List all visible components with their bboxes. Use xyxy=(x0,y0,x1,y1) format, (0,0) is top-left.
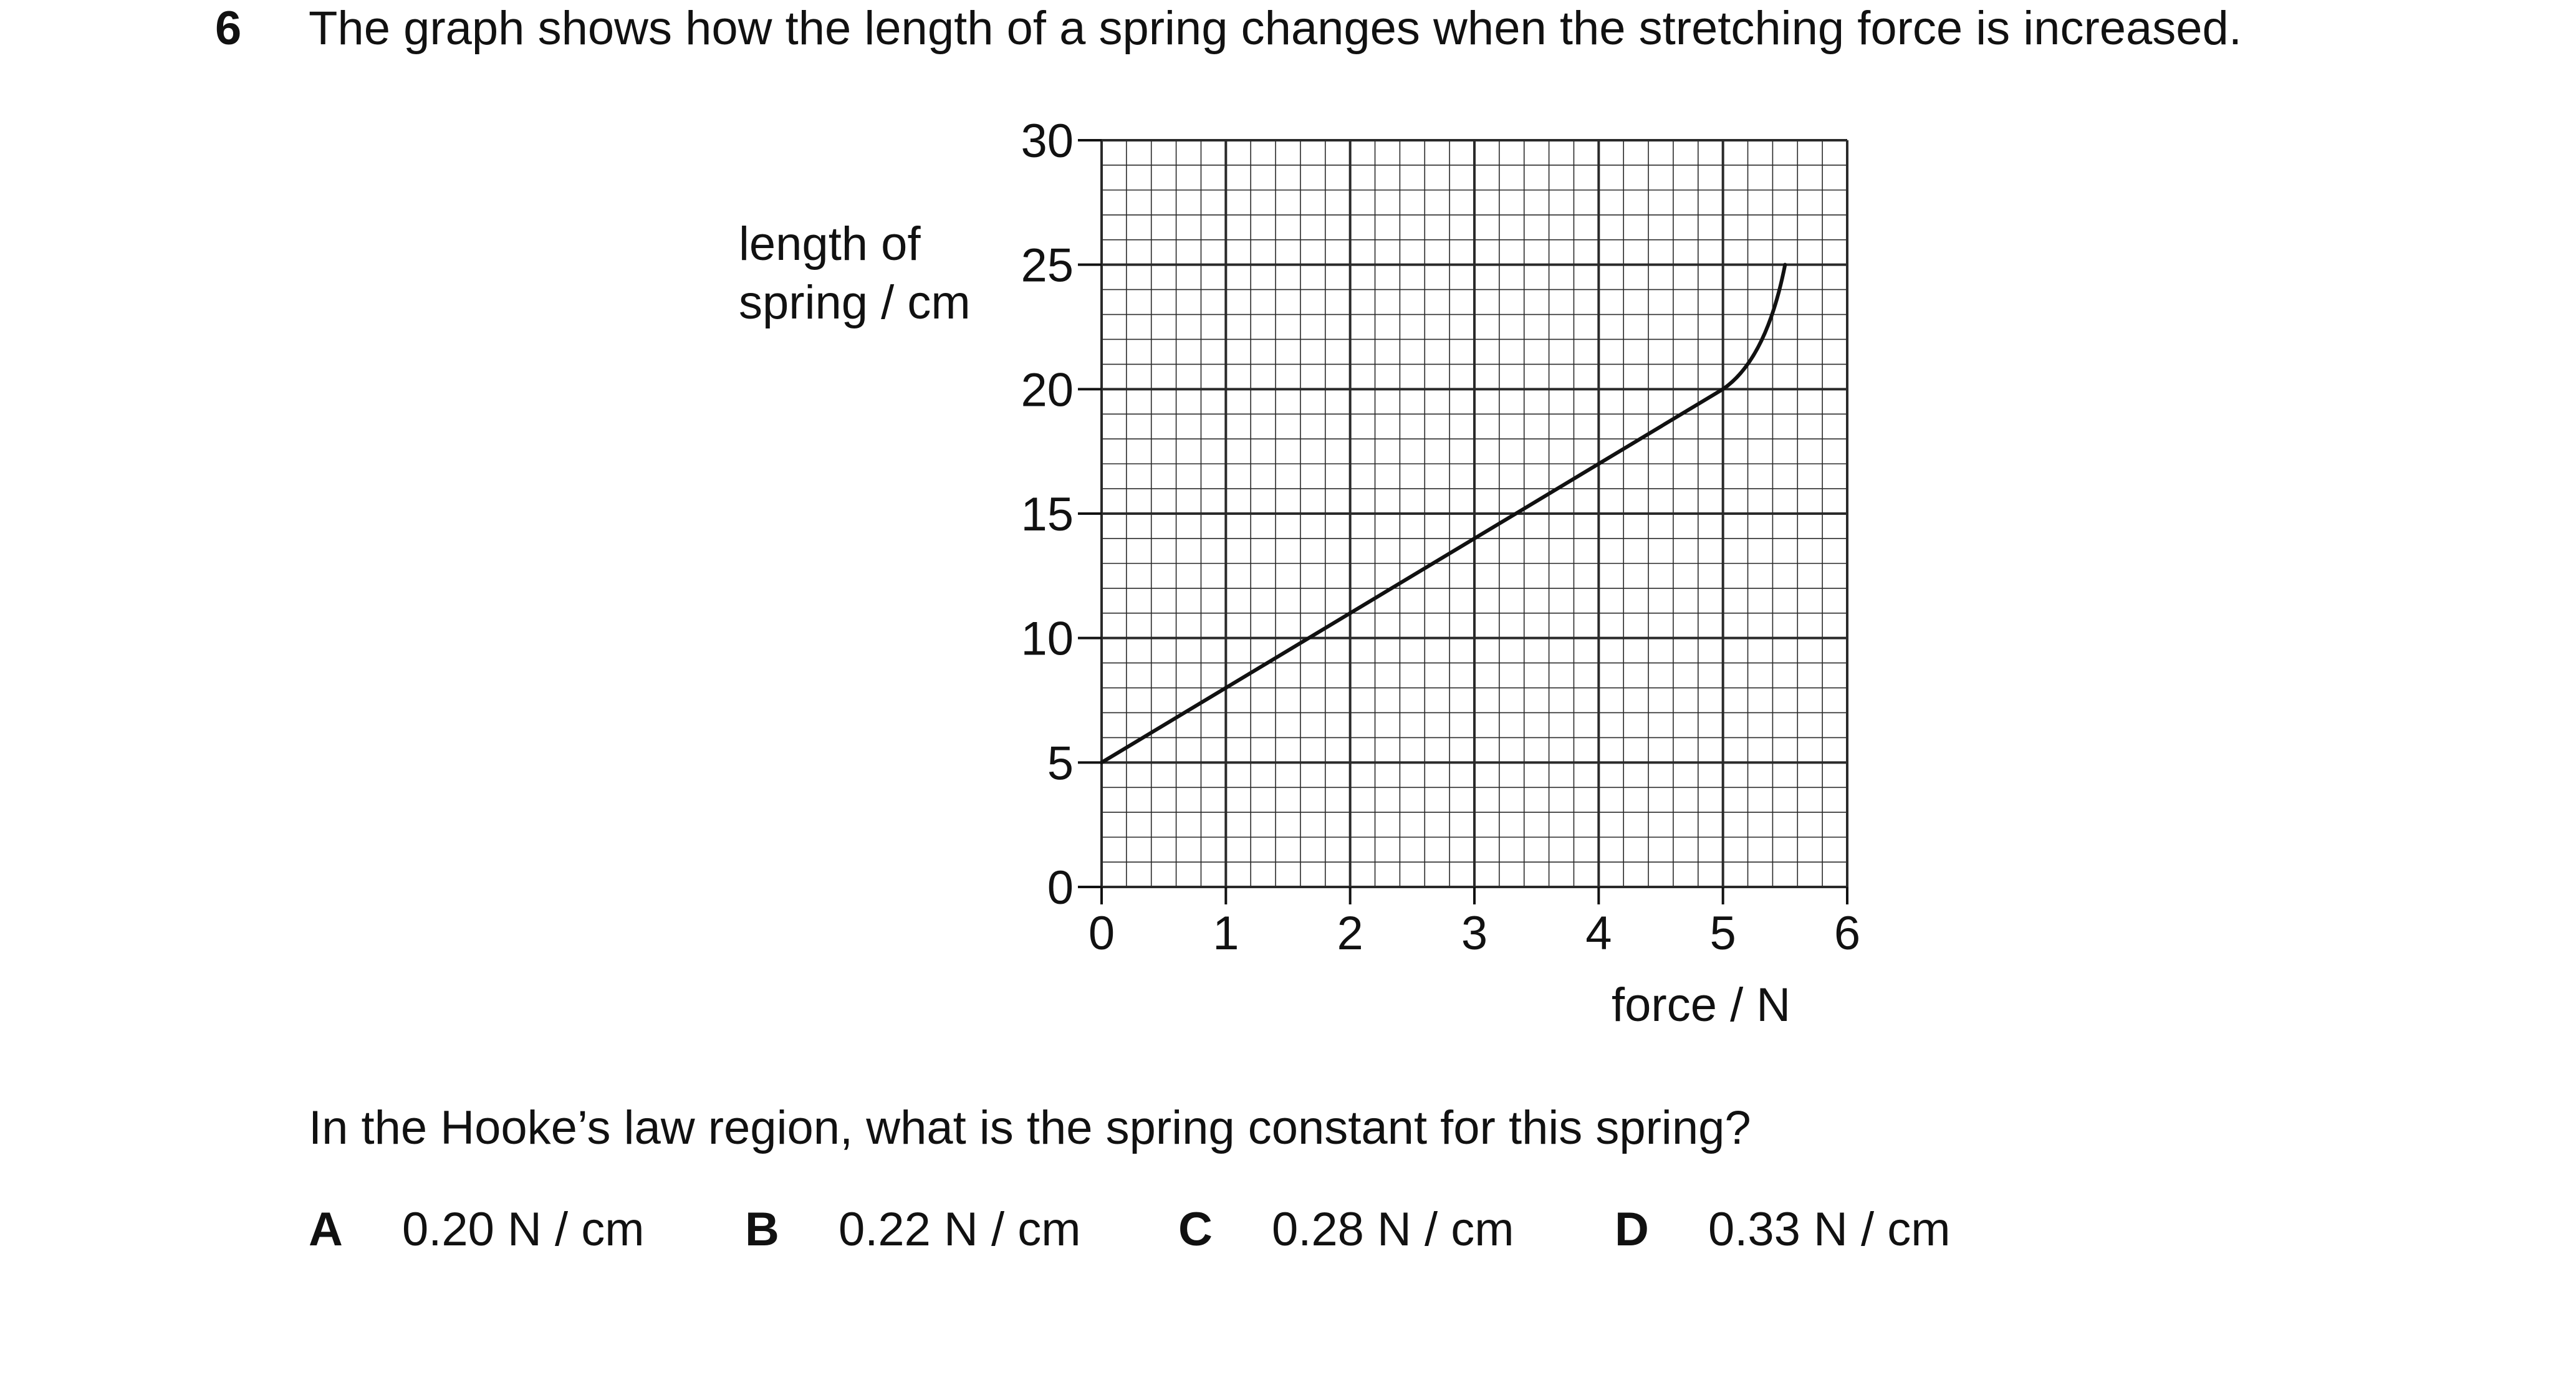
x-tick-label: 0 xyxy=(1088,907,1115,960)
axis-ticks xyxy=(1078,140,1847,904)
y-tick-label: 15 xyxy=(1021,488,1074,541)
option-d-value[interactable]: 0.33 N / cm xyxy=(1708,1203,1951,1256)
y-axis-label-line-2: spring / cm xyxy=(739,276,971,329)
tick-labels xyxy=(1021,115,1860,960)
series-line-linear xyxy=(1102,389,1723,762)
question-number: 6 xyxy=(215,2,242,55)
question-prompt: In the Hooke’s law region, what is the spring constant for this spring? xyxy=(309,1101,1751,1154)
x-tick-label: 5 xyxy=(1709,907,1736,960)
option-a-letter[interactable]: A xyxy=(309,1203,343,1256)
option-d-letter[interactable]: D xyxy=(1615,1203,1649,1256)
x-tick-label: 1 xyxy=(1213,907,1239,960)
x-tick-label: 4 xyxy=(1585,907,1612,960)
y-tick-label: 25 xyxy=(1021,239,1074,292)
y-tick-label: 20 xyxy=(1021,363,1074,417)
grid-major xyxy=(1102,140,1847,887)
x-tick-label: 6 xyxy=(1833,907,1861,960)
option-b-letter[interactable]: B xyxy=(745,1203,779,1256)
y-tick-label: 5 xyxy=(1047,737,1074,790)
option-c-letter[interactable]: C xyxy=(1178,1203,1213,1256)
series-line-curved xyxy=(1723,265,1785,390)
option-b-value[interactable]: 0.22 N / cm xyxy=(839,1203,1081,1256)
x-axis-label: force / N xyxy=(1612,979,1791,1032)
option-a-value[interactable]: 0.20 N / cm xyxy=(402,1203,645,1256)
question-stem: The graph shows how the length of a spring changes when the stretching force is increased. xyxy=(309,2,2242,55)
y-axis-label-line-1: length of xyxy=(739,218,921,271)
y-tick-label: 0 xyxy=(1047,861,1074,914)
x-tick-label: 2 xyxy=(1337,907,1363,960)
y-tick-label: 30 xyxy=(1021,115,1074,168)
y-tick-label: 10 xyxy=(1021,612,1074,666)
option-c-value[interactable]: 0.28 N / cm xyxy=(1272,1203,1514,1256)
x-tick-label: 3 xyxy=(1461,907,1488,960)
